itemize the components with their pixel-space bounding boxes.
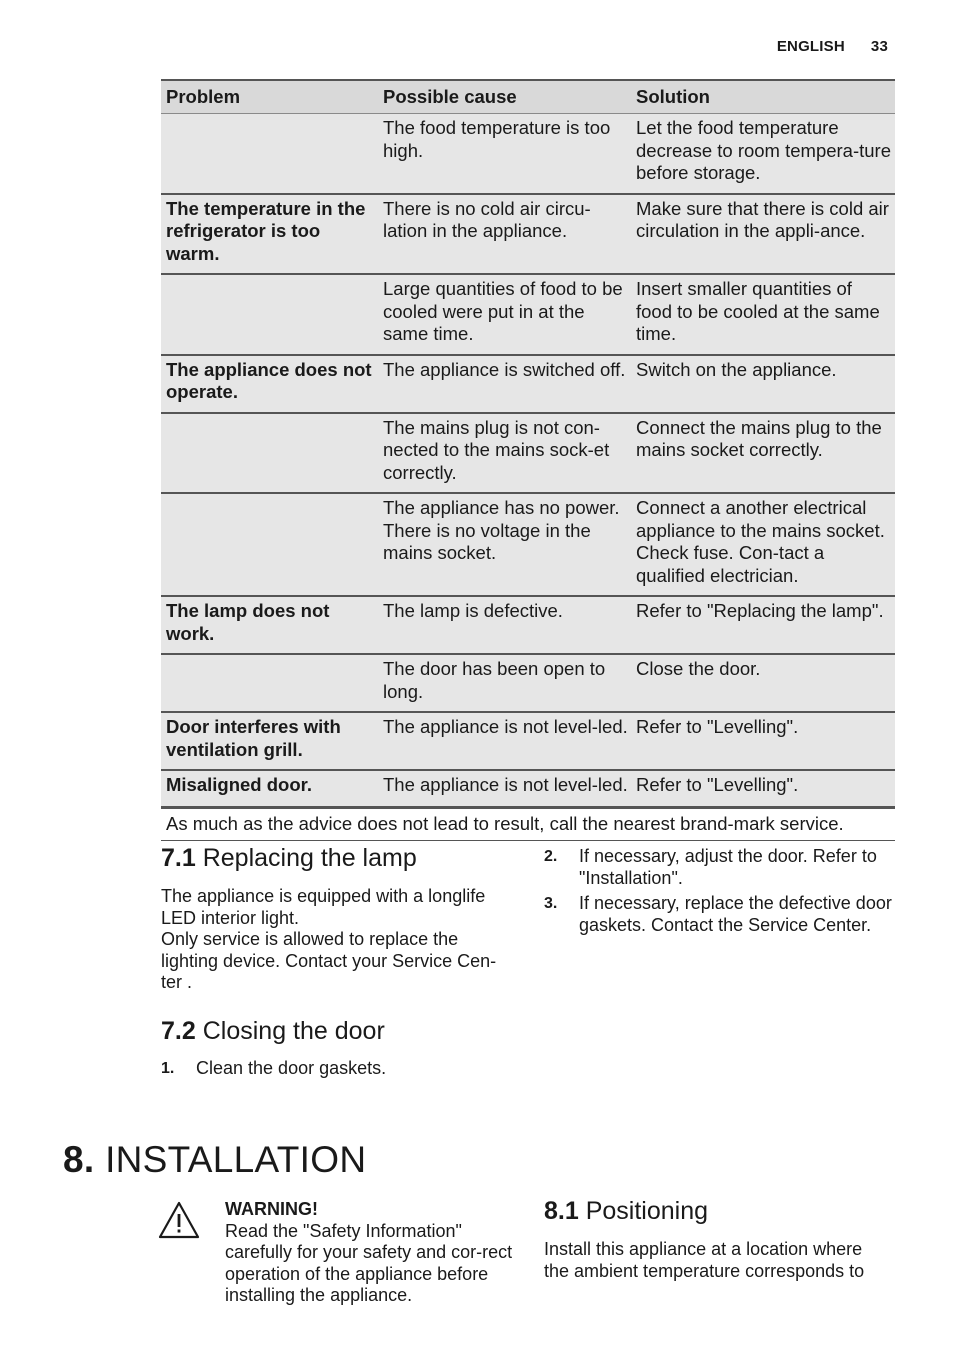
section-8-title: INSTALLATION (105, 1139, 367, 1180)
table-row (161, 493, 895, 596)
cause-cell: The appliance is not level-led. (379, 712, 632, 770)
table-row (161, 770, 895, 808)
cause-cell: There is no cold air circu-lation in the appliance. (379, 194, 632, 275)
table-row (161, 274, 895, 355)
solution-cell: Switch on the appliance. (632, 355, 895, 413)
problem-cell (161, 493, 379, 596)
warning-text: Read the "Safety Information" carefully for your safety and cor-rect operation of the appliance before installing the appliance. (225, 1220, 513, 1305)
solution-cell: Refer to "Levelling". (632, 770, 895, 808)
section-7-1-heading (161, 843, 417, 873)
table-row (161, 596, 895, 654)
section-7-2-steps-right (544, 846, 894, 940)
step-text: If necessary, replace the defective door gaskets. Contact the Service Center. (579, 893, 892, 935)
solution-cell: Close the door. (632, 654, 895, 712)
section-8-1-title: Positioning (585, 1197, 709, 1225)
cause-cell: The food temperature is too high. (379, 114, 632, 194)
header-possible-cause: Possible cause (379, 80, 632, 114)
warning-title: WARNING! (225, 1199, 318, 1219)
section-7-1-body (161, 886, 516, 994)
table-row (161, 654, 895, 712)
header-language: ENGLISH (776, 38, 845, 55)
section-8-1-text: Install this appliance at a location where the ambient temperature corresponds to (544, 1239, 865, 1281)
table-row (161, 712, 895, 770)
section-7-2-number: 7.2 (161, 1017, 196, 1045)
list-item (161, 1058, 516, 1080)
section-8-number: 8. (63, 1139, 95, 1180)
problem-cell (161, 274, 379, 355)
problem-cell: Misaligned door. (161, 770, 379, 808)
solution-cell: Refer to "Replacing the lamp". (632, 596, 895, 654)
table-row (161, 413, 895, 494)
section-8-heading (63, 1138, 366, 1182)
section-7-2-title: Closing the door (202, 1017, 385, 1045)
table-row (161, 355, 895, 413)
step-number: 3. (544, 895, 558, 912)
solution-cell: Connect a another electrical appliance to the mains socket. Check fuse. Con-tact a qualified electrician. (632, 493, 895, 596)
solution-cell: Insert smaller quantities of food to be cooled at the same time. (632, 274, 895, 355)
cause-cell: The lamp is defective. (379, 596, 632, 654)
section-8-1-heading (544, 1196, 708, 1226)
list-item (544, 893, 894, 936)
solution-cell: Let the food temperature decrease to room tempera-ture before storage. (632, 114, 895, 194)
problem-cell: The lamp does not work. (161, 596, 379, 654)
table-row (161, 114, 895, 194)
step-text: If necessary, adjust the door. Refer to "Installation". (579, 846, 877, 888)
table-row (161, 194, 895, 275)
table-header-row (161, 80, 895, 114)
step-number: 1. (161, 1060, 175, 1077)
cause-cell: The mains plug is not con-nected to the mains sock-et correctly. (379, 413, 632, 494)
solution-cell: Connect the mains plug to the mains socket correctly. (632, 413, 895, 494)
cause-cell: The appliance is not level-led. (379, 770, 632, 808)
section-7-1-text-1: The appliance is equipped with a longlife LED interior light. (161, 886, 486, 928)
cause-cell: The door has been open to long. (379, 654, 632, 712)
solution-cell: Refer to "Levelling". (632, 712, 895, 770)
section-7-2-heading (161, 1016, 385, 1046)
section-7-1-text-2: Only service is allowed to replace the lighting device. Contact your Service Cen-ter . (161, 929, 497, 992)
cause-cell: The appliance has no power. There is no voltage in the mains socket. (379, 493, 632, 596)
header-solution: Solution (632, 80, 895, 114)
step-number: 2. (544, 848, 558, 865)
warning-triangle-icon (158, 1201, 200, 1239)
problem-cell: The temperature in the refrigerator is too warm. (161, 194, 379, 275)
problem-cell (161, 114, 379, 194)
page-number: 33 (870, 38, 888, 55)
header-problem: Problem (161, 80, 379, 114)
cause-cell: Large quantities of food to be cooled were put in at the same time. (379, 274, 632, 355)
problem-cell: Door interferes with ventilation grill. (161, 712, 379, 770)
problem-cell (161, 654, 379, 712)
page-header (777, 38, 888, 55)
list-item (544, 846, 894, 889)
section-7-2-steps-left (161, 1058, 516, 1084)
section-7-1-title: Replacing the lamp (202, 844, 417, 872)
step-text: Clean the door gaskets. (196, 1058, 387, 1078)
problem-cell (161, 413, 379, 494)
problem-cell: The appliance does not operate. (161, 355, 379, 413)
cause-cell: The appliance is switched off. (379, 355, 632, 413)
section-7-1-number: 7.1 (161, 844, 196, 872)
section-8-1-number: 8.1 (544, 1197, 579, 1225)
troubleshooting-table (161, 79, 895, 809)
solution-cell: Make sure that there is cold air circulation in the appli-ance. (632, 194, 895, 275)
warning-block (225, 1199, 515, 1307)
advice-note: As much as the advice does not lead to result, call the nearest brand-mark service. (161, 806, 895, 841)
